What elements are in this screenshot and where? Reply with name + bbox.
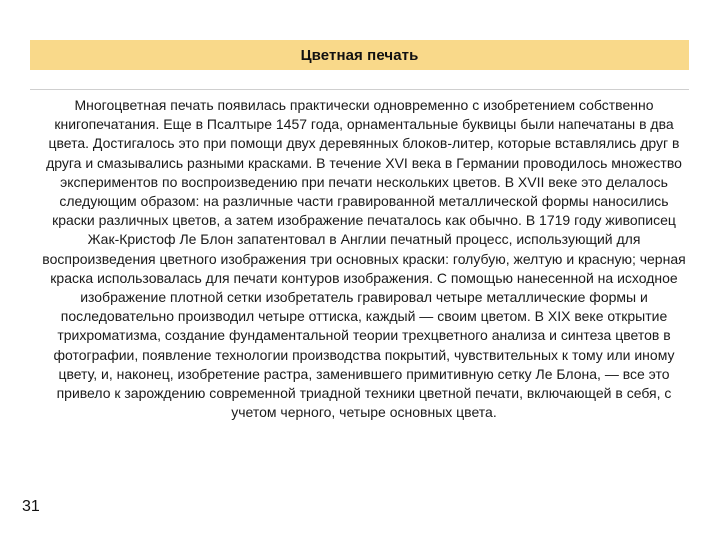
page-number: 31 bbox=[22, 498, 40, 515]
title-bar bbox=[30, 40, 689, 70]
divider bbox=[30, 89, 689, 90]
body-paragraph: Многоцветная печать появилась практически одновременно с изобретением собственно книгопечатания. Еще в Псалтыре 1457 года, орнаментальные буквицы были напечатаны в два цвета. Достигалось это при помощи двух деревянных блоков-литер, которые вставлялись друг в друга и смазывались разными красками. В течение XVI века в Германии проводилось множество экспериментов по воспроизведению при печати нескольких цветов. В XVII веке это делалось следующим образом: на различные части гравированной металлической формы наносились краски различных цветов, а затем изображение печаталось как обычно. В 1719 году живописец Жак-Кристоф Ле Блон запатентовал в Англии печатный процесс, использующий для воспроизведения цветного изображения три основных краски: голубую, желтую и красную; черная краска использовалась для печати контуров изображения. С помощью нанесенной на исходное изображение плотной сетки изобретатель гравировал четыре металлические формы и последовательно производил четыре оттиска, каждый — своим цветом. В XIX веке открытие трихроматизма, создание фундаментальной теории трехцветного анализа и синтеза цветов в фотографии, появление технологии производства покрытий, чувствительных к тому или иному цвету, и, наконец, изобретение растра, заменившего примитивную сетку Ле Блона, — все это привело к зарождению современной триадной техники цветной печати, включающей в себя, с учетом черного, четыре основных цвета. bbox=[42, 97, 686, 421]
slide-title: Цветная печать bbox=[300, 46, 419, 64]
